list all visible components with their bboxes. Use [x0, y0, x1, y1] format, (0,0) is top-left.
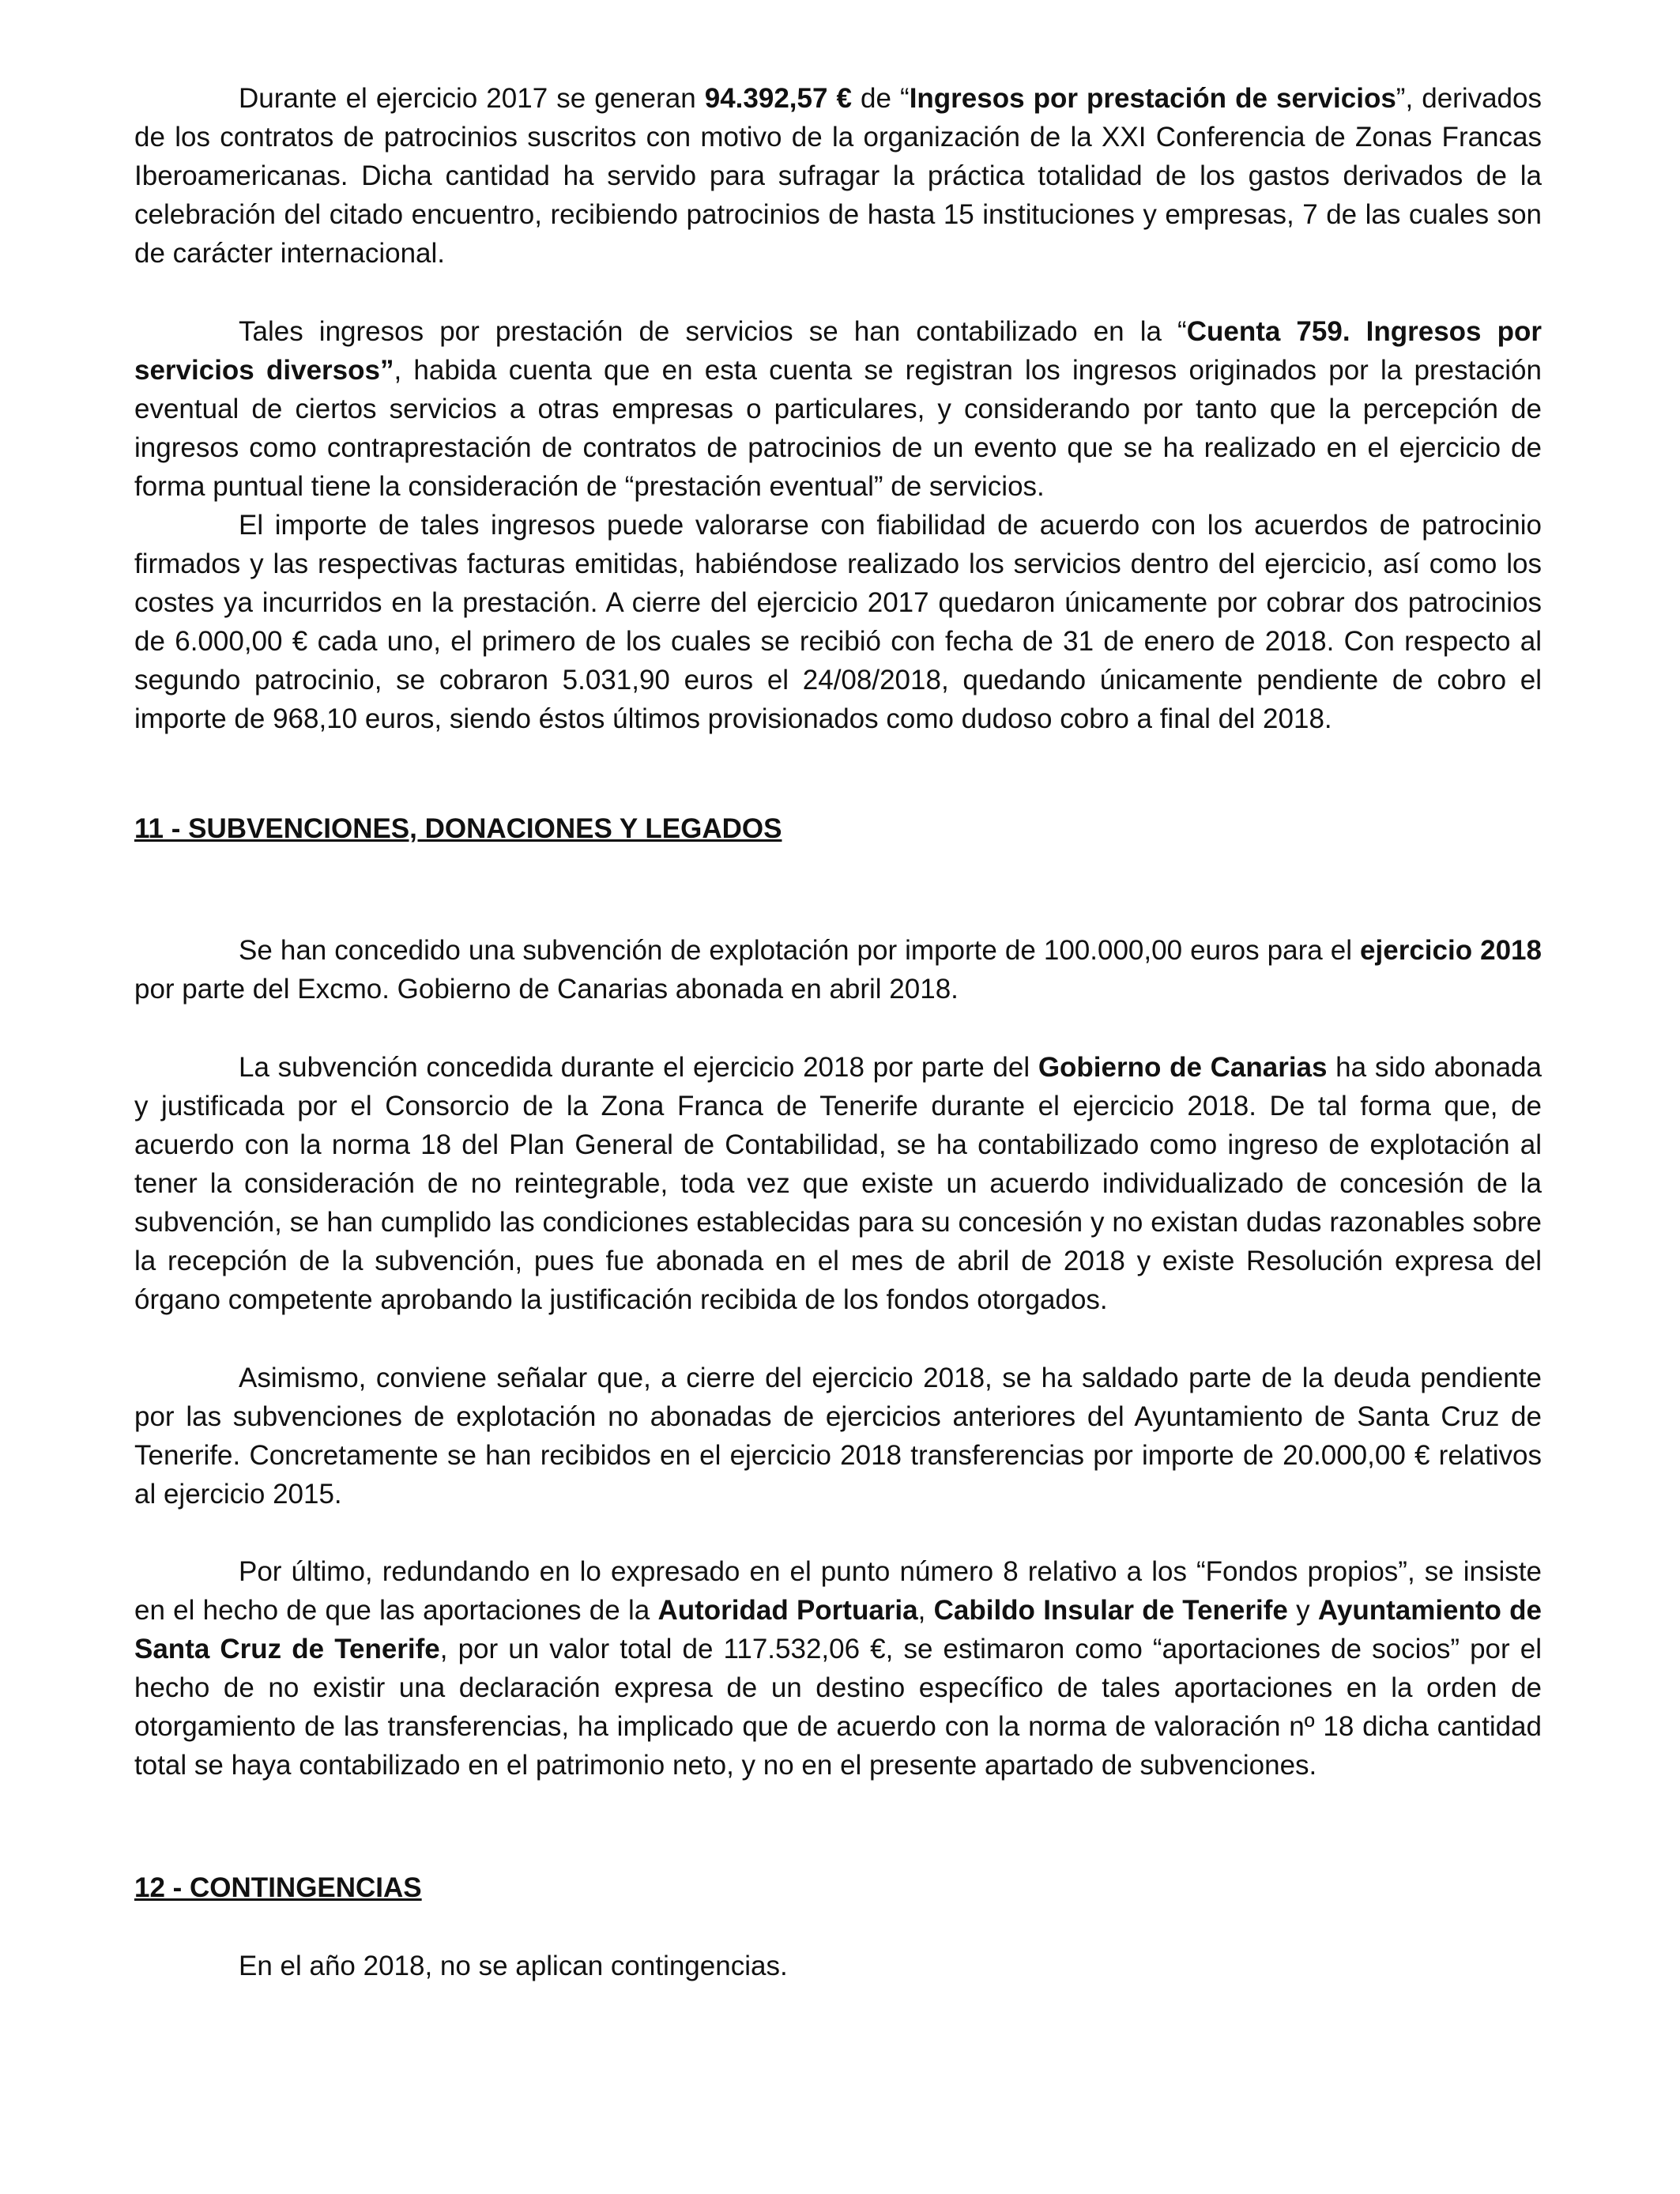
- text-run: , por un valor total de 117.532,06 €, se estimaron como “aportaciones de socios” por el hecho de no existir una declaración expresa de un destino específico de tales aportaciones en la orden de otorgamiento de las transferencias, ha implicado que de acuerdo con la norma de valoración nº 18 dicha cantidad total se haya contabilizado en el patrimonio neto, y no en el presente apartado de subvenciones.: [134, 1634, 1542, 1781]
- bold-run: Cuenta 759. Ingresos por servicios diversos”: [134, 316, 1542, 386]
- text-run: Durante el ejercicio 2017 se generan: [239, 83, 705, 114]
- paragraph-ingresos-prestacion: [134, 79, 1542, 273]
- paragraph-contingencias: [134, 1947, 1542, 1985]
- text-run: El importe de tales ingresos puede valorarse con fiabilidad de acuerdo con los acuerdos de patrocinio firmados y las respectivas facturas emitidas, habiéndose realizado los servicios dentro del ejercicio, así como los costes ya incurridos en la prestación. A cierre del ejercicio 2017 quedaron únicamente por cobrar dos patrocinios de 6.000,00 € cada uno, el primero de los cuales se recibió con fecha de 31 de enero de 2018. Con respecto al segundo patrocinio, se cobraron 5.031,90 euros el 24/08/2018, quedando únicamente pendiente de cobro el importe de 968,10 euros, siendo éstos últimos provisionados como dudoso cobro a final del 2018.: [134, 510, 1542, 734]
- paragraph-aportaciones-socios: [134, 1552, 1542, 1785]
- text-run: ”, derivados de los contratos de patrocinios suscritos con motivo de la organización de la XXI Conferencia de Zonas Francas Iberoamericanas. Dicha cantidad ha servido para sufragar la práctica totalidad de los gastos derivados de la celebración del citado encuentro, recibiendo patrocinios de hasta 15 instituciones y empresas, 7 de las cuales son de carácter internacional.: [134, 83, 1542, 269]
- text-run: En el año 2018, no se aplican contingencias.: [239, 1951, 788, 1981]
- text-run: Se han concedido una subvención de explotación por importe de 100.000,00 euros para el: [239, 935, 1361, 966]
- bold-run: Autoridad Portuaria: [657, 1595, 918, 1626]
- bold-run: Cabildo Insular de Tenerife: [933, 1595, 1288, 1626]
- bold-run: Ingresos por prestación de servicios: [909, 83, 1396, 114]
- text-run: La subvención concedida durante el ejercicio 2018 por parte del: [239, 1052, 1038, 1083]
- text-run: Por último, redundando en lo expresado en el punto número 8 relativo a los “Fondos propios”, se insiste en el hecho de que las aportaciones de la: [134, 1556, 1542, 1626]
- paragraph-importe-ingresos: [134, 506, 1542, 738]
- document-page: [134, 79, 1542, 1985]
- text-run: , habida cuenta que en esta cuenta se registran los ingresos originados por la prestación eventual de ciertos servicios a otras empresas o particulares, y considerando por tanto que la percepción de ingresos como contraprestación de contratos de patrocinios de un evento que se ha realizado en el ejercicio de forma puntual tiene la consideración de “prestación eventual” de servicios.: [134, 355, 1542, 502]
- paragraph-subvencion-explotacion: [134, 931, 1542, 1008]
- paragraph-deuda-ayuntamiento: [134, 1359, 1542, 1514]
- text-run: y: [1287, 1595, 1318, 1626]
- bold-run: ejercicio 2018: [1360, 935, 1542, 966]
- section-heading-subvenciones: 11 - SUBVENCIONES, DONACIONES Y LEGADOS: [134, 813, 782, 844]
- text-run: ,: [917, 1595, 934, 1626]
- text-run: por parte del Excmo. Gobierno de Canarias abonada en abril 2018.: [134, 974, 959, 1005]
- paragraph-gobierno-canarias: [134, 1048, 1542, 1319]
- paragraph-cuenta-759: [134, 312, 1542, 506]
- text-run: de “: [851, 83, 910, 114]
- section-heading-contingencias: 12 - CONTINGENCIAS: [134, 1872, 422, 1903]
- bold-run: Gobierno de Canarias: [1038, 1052, 1328, 1083]
- text-run: Asimismo, conviene señalar que, a cierre del ejercicio 2018, se ha saldado parte de la deuda pendiente por las subvenciones de explotación no abonadas de ejercicios anteriores del Ayuntamiento de Santa Cruz de Tenerife. Concretamente se han recibidos en el ejercicio 2018 transferencias por importe de 20.000,00 € relativos al ejercicio 2015.: [134, 1363, 1542, 1510]
- text-run: ha sido abonada y justificada por el Consorcio de la Zona Franca de Tenerife durante el ejercicio 2018. De tal forma que, de acuerdo con la norma 18 del Plan General de Contabilidad, se ha contabilizado como ingreso de explotación al tener la consideración de no reintegrable, toda vez que existe un acuerdo individualizado de concesión de la subvención, se han cumplido las condiciones establecidas para su concesión y no existan dudas razonables sobre la recepción de la subvención, pues fue abonada en el mes de abril de 2018 y existe Resolución expresa del órgano competente aprobando la justificación recibida de los fondos otorgados.: [134, 1052, 1542, 1315]
- bold-run: 94.392,57 €: [704, 83, 852, 114]
- text-run: Tales ingresos por prestación de servicios se han contabilizado en la “: [239, 316, 1187, 347]
- bold-run: Ayuntamiento de Santa Cruz de Tenerife: [134, 1595, 1543, 1664]
